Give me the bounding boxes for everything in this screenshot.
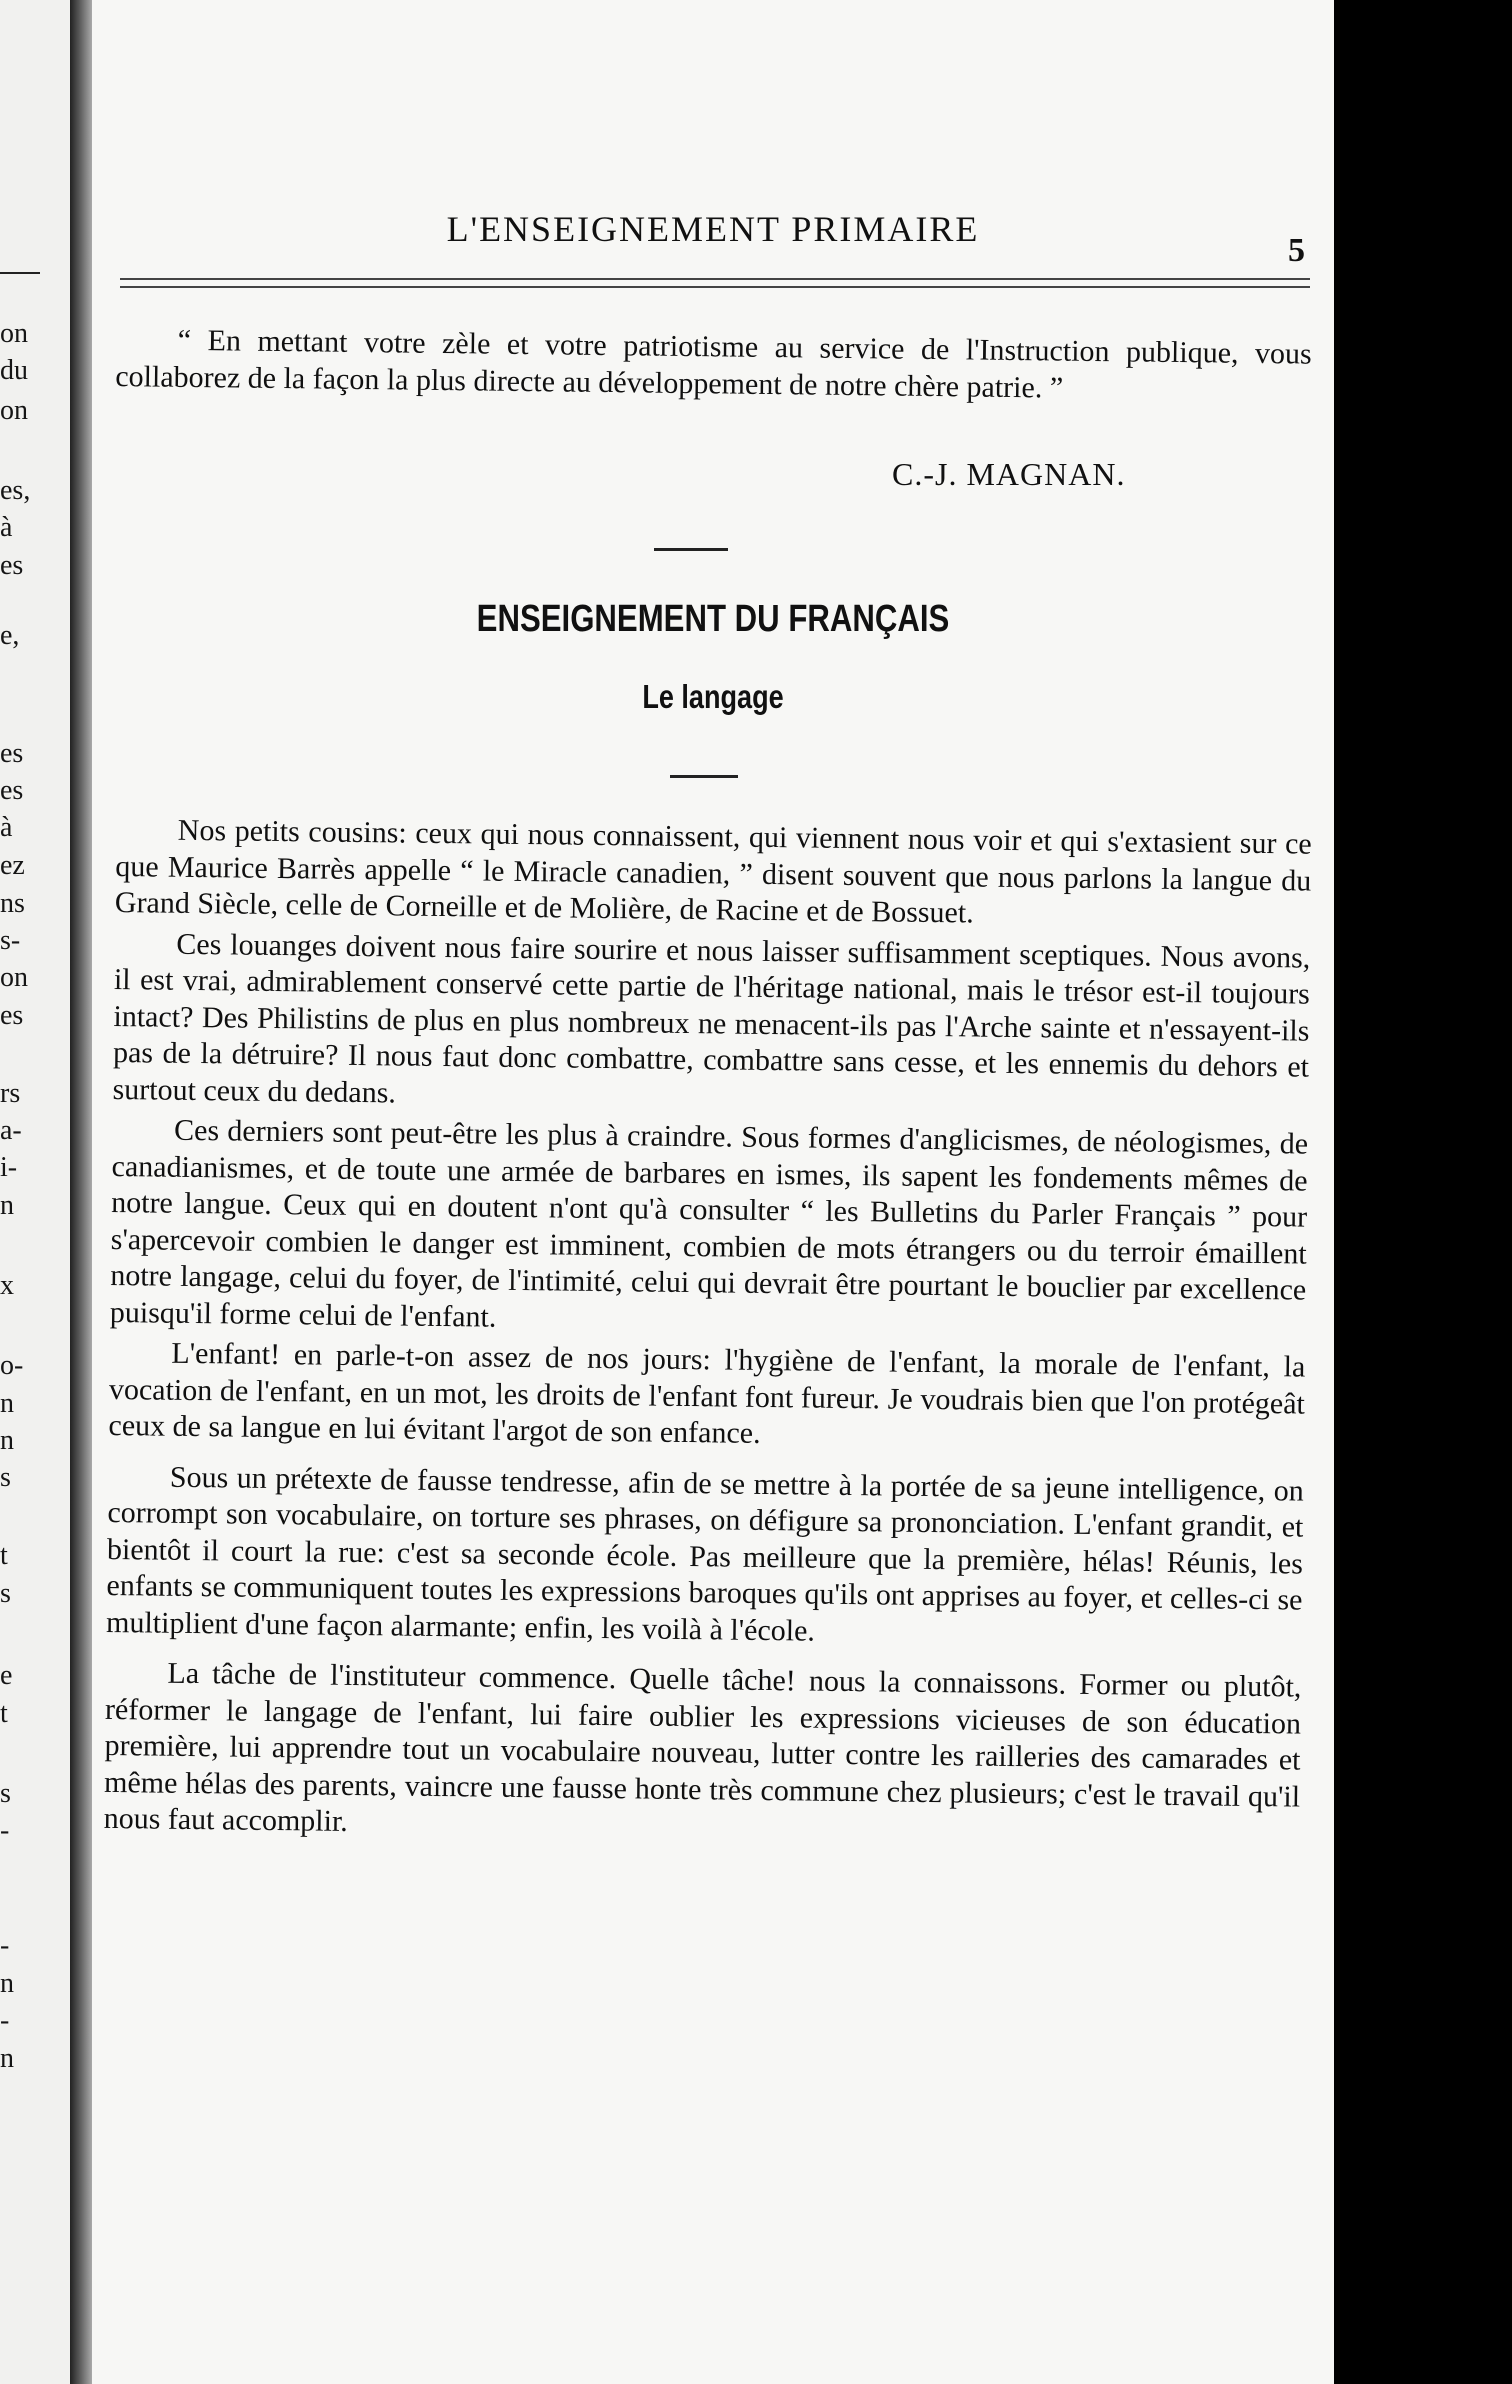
paragraph: La tâche de l'instituteur commence. Quelle tâche! nous la connaissons. Former ou plutôt, réformer le langage de l'enfant, lui faire oublier les expressions vicieuses de son éducation première, lui apprendre tout un vocabulaire nouveau, lutter contre les railleries des camarades et même hélas des parents, vaincre une fausse honte très commune chez plusieurs; c'est le travail qu'il nous faut accomplir.	[103, 1656, 1302, 1838]
adjacent-page-word-fragment: a-	[0, 1115, 22, 1146]
section-subtitle: Le langage	[642, 678, 784, 715]
adjacent-page-word-fragment: on	[0, 395, 28, 426]
paragraph: Ces louanges doivent nous faire sourire et nous laisser suffisamment sceptiques. Nous avons, il est vrai, admirablement conservé cette partie de l'héritage national, mais le trésor est-il toujours intact? Des Philistins de plus en plus nombreux ne menacent-ils pas l'Arche sainte et n'essayent-ils pas de la détruire? Il nous faut donc combattre, combattre sans cesse, et les ennemis du dehors et surtout ceux du dedans.	[112, 927, 1311, 1109]
adjacent-page-word-fragment: à	[0, 812, 13, 843]
adjacent-page-word-fragment: du	[0, 355, 28, 386]
running-title: L'ENSEIGNEMENT PRIMAIRE	[446, 209, 980, 249]
epigraph-quote	[115, 322, 1312, 414]
separator-rule	[654, 548, 728, 551]
adjacent-page-word-fragment: o-	[0, 1350, 24, 1381]
paragraph: Nos petits cousins: ceux qui nous connaissent, qui viennent nous voir et qui s'extasient sur ce que Maurice Barrès appelle “ le Miracle canadien, ” disent souvent que nous parlons la langue du Grand Siècle, celle de Corneille et de Molière, de Racine et de Bossuet.	[114, 813, 1312, 930]
adjacent-page-word-fragment: i-	[0, 1152, 18, 1183]
adjacent-page-word-fragment: t	[0, 1698, 8, 1729]
adjacent-page-word-fragment: e,	[0, 620, 20, 651]
adjacent-page-word-fragment: es,	[0, 475, 31, 506]
adjacent-page-word-fragment: x	[0, 1270, 14, 1301]
adjacent-page-word-fragment: t	[0, 1540, 8, 1571]
page-number: 5	[1288, 232, 1305, 269]
adjacent-page-word-fragment: n	[0, 2043, 14, 2074]
header-rule	[120, 278, 1310, 288]
paragraph: Sous un prétexte de fausse tendresse, afin de se mettre à la portée de sa jeune intelligence, on corrompt son vocabulaire, on torture ses phrases, on défigure sa prononciation. L'enfant grandit, et bientôt il court la rue: c'est sa seconde école. Pas meilleure que la première, hélas! Réunis, les enfants se communiquent toutes les expressions baroques qu'ils ont apprises au foyer, et celles-ci se multiplient d'une façon alarmante; enfin, les voilà à l'école.	[105, 1460, 1305, 1648]
book-gutter	[70, 0, 92, 2384]
adjacent-page-word-fragment: es	[0, 550, 24, 581]
adjacent-page-word-fragment: n	[0, 1388, 14, 1419]
adjacent-page-word-fragment: es	[0, 775, 24, 806]
book-page	[92, 0, 1334, 2384]
paragraph: Ces derniers sont peut-être les plus à craindre. Sous formes d'anglicismes, de néologismes, de canadianismes, et de toute une armée de barbares en ismes, ils sapent les fondements mêmes de notre langue. Ceux qui en doutent n'ont qu'à consulter “ les Bulletins du Parler Français ” pour s'apercevoir combien le danger est imminent, combien de mots étrangers ou du terroir émaillent notre langage, celui du foyer, de l'intimité, celui qui devrait être pourtant le bouclier par excellence puisqu'il forme celui de l'enfant.	[109, 1113, 1309, 1334]
adjacent-page-word-fragment: n	[0, 1425, 14, 1456]
adjacent-page-word-fragment: es	[0, 1000, 24, 1031]
quote-text: “ En mettant votre zèle et votre patriotisme au service de l'Instruction publique, vous collaborez de la façon la plus directe au développement de notre chère patrie. ”	[115, 323, 1312, 405]
adjacent-page-word-fragment: -	[0, 1930, 10, 1961]
scan-background	[1334, 0, 1512, 2384]
adjacent-page-word-fragment: n	[0, 1190, 14, 1221]
adjacent-page-rule	[0, 272, 40, 274]
adjacent-page-word-fragment: à	[0, 512, 13, 543]
adjacent-page-word-fragment: s	[0, 1778, 11, 1809]
article-body	[103, 812, 1311, 1856]
adjacent-page-word-fragment: -	[0, 1815, 10, 1846]
adjacent-page-word-fragment: n	[0, 1968, 14, 1999]
adjacent-page-word-fragment: -	[0, 2005, 10, 2036]
adjacent-page-word-fragment: e	[0, 1660, 13, 1691]
paragraph: L'enfant! en parle-t-on assez de nos jours: l'hygiène de l'enfant, la morale de l'enfant, la vocation de l'enfant, en un mot, les droits de l'enfant font fureur. Je voudrais bien que l'on protégeât ceux de sa langue en lui évitant l'argot de son enfance.	[108, 1336, 1306, 1450]
quote-signature: C.-J. MAGNAN.	[892, 456, 1126, 492]
adjacent-page-word-fragment: ez	[0, 850, 25, 881]
adjacent-page-word-fragment: on	[0, 318, 28, 349]
adjacent-page-word-fragment: ns	[0, 888, 25, 919]
section-title: ENSEIGNEMENT DU FRANÇAIS	[476, 598, 950, 640]
adjacent-page-fragment	[0, 0, 70, 2384]
adjacent-page-word-fragment: es	[0, 738, 24, 769]
adjacent-page-word-fragment: s	[0, 1462, 11, 1493]
adjacent-page-word-fragment: s-	[0, 925, 21, 956]
adjacent-page-word-fragment: s	[0, 1578, 11, 1609]
subtitle-rule	[670, 775, 738, 778]
adjacent-page-word-fragment: rs	[0, 1078, 21, 1109]
adjacent-page-word-fragment: on	[0, 962, 28, 993]
